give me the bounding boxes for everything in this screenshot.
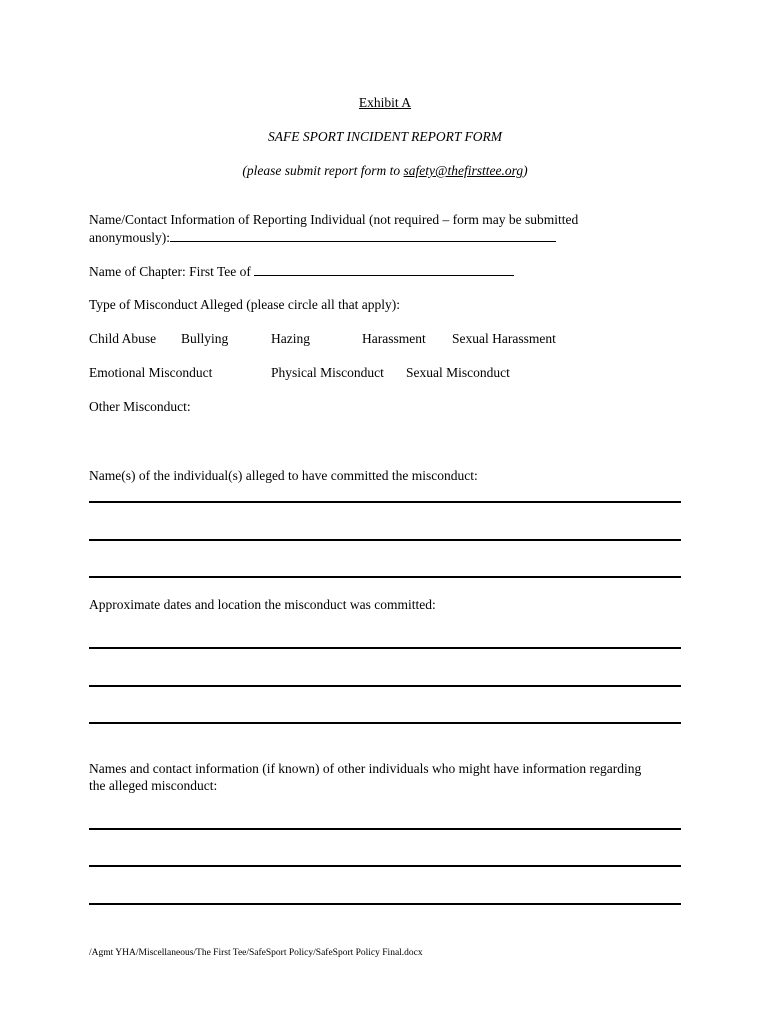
dates-location-line-1[interactable]: [89, 647, 681, 649]
other-individuals-line-3[interactable]: [89, 903, 681, 905]
other-individuals-line-1[interactable]: [89, 828, 681, 830]
dates-location-line-2[interactable]: [89, 685, 681, 687]
option-sexual-misconduct[interactable]: Sexual Misconduct: [406, 365, 510, 380]
names-alleged-line-2[interactable]: [89, 539, 681, 541]
footer-file-path: /Agmt YHA/Miscellaneous/The First Tee/SafeSport Policy/SafeSport Policy Final.docx: [89, 948, 423, 958]
submit-instructions: [0, 163, 770, 179]
other-individuals-line-2[interactable]: [89, 865, 681, 867]
dates-location-label: Approximate dates and location the misconduct was committed:: [89, 597, 436, 612]
option-sexual-harassment[interactable]: Sexual Harassment: [452, 331, 556, 346]
contact-info-label-cont: anonymously):: [89, 230, 170, 245]
names-alleged-label: Name(s) of the individual(s) alleged to have committed the misconduct:: [89, 468, 478, 483]
option-child-abuse[interactable]: Child Abuse: [89, 331, 157, 346]
submit-email-link[interactable]: safety@thefirsttee.org: [403, 163, 524, 178]
submit-prefix: (please submit report form to: [242, 163, 404, 178]
option-emotional-misconduct[interactable]: Emotional Misconduct: [89, 365, 213, 380]
option-physical-misconduct[interactable]: Physical Misconduct: [271, 365, 384, 380]
other-individuals-label-cont: the alleged misconduct:: [89, 778, 218, 793]
contact-info-field: [89, 229, 556, 246]
names-alleged-line-3[interactable]: [89, 576, 681, 578]
chapter-label: Name of Chapter: First Tee of: [89, 264, 251, 279]
submit-suffix: ): [523, 163, 528, 178]
contact-info-label: Name/Contact Information of Reporting Individual (not required – form may be submitted: [89, 212, 579, 227]
chapter-field: [89, 263, 514, 280]
contact-info-blank[interactable]: [170, 229, 556, 242]
other-individuals-label: Names and contact information (if known) of other individuals who might have information regarding: [89, 761, 642, 776]
option-hazing[interactable]: Hazing: [271, 331, 310, 346]
dates-location-line-3[interactable]: [89, 722, 681, 724]
exhibit-label: Exhibit A: [358, 95, 412, 110]
option-bullying[interactable]: Bullying: [181, 331, 229, 346]
other-misconduct-label: Other Misconduct:: [89, 399, 191, 414]
names-alleged-line-1[interactable]: [89, 501, 681, 503]
misconduct-type-label: Type of Misconduct Alleged (please circle all that apply):: [89, 297, 400, 312]
option-harassment[interactable]: Harassment: [362, 331, 426, 346]
form-title: SAFE SPORT INCIDENT REPORT FORM: [268, 129, 502, 144]
chapter-blank[interactable]: [254, 263, 514, 276]
